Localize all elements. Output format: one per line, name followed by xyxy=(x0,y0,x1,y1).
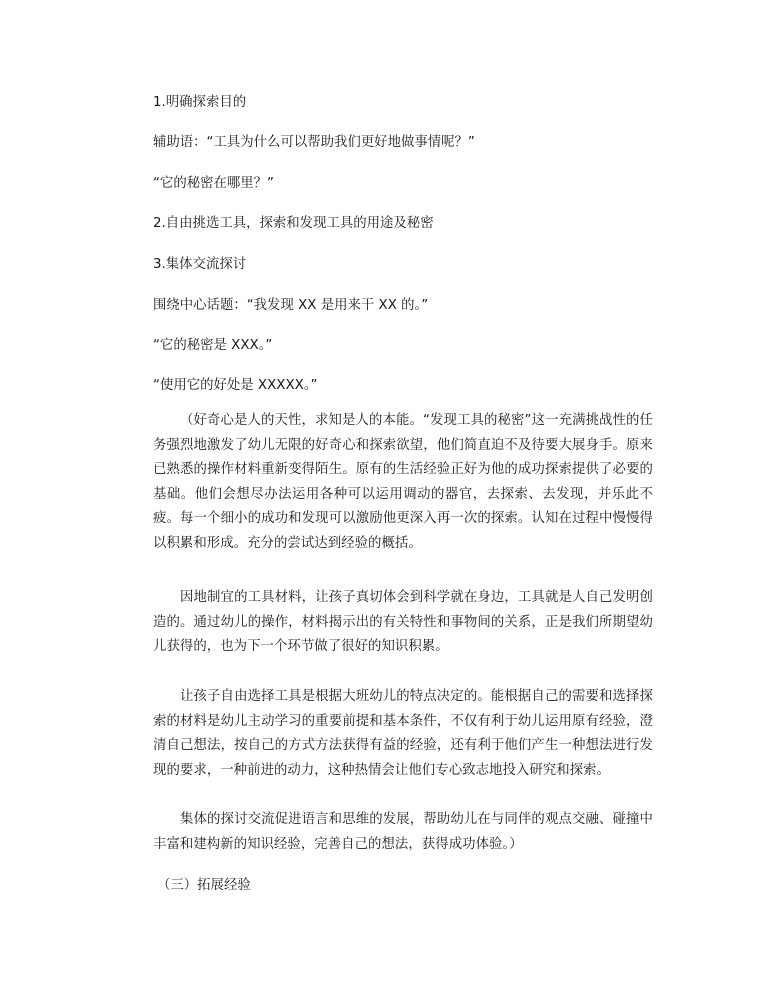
step-2-heading: 2.自由挑选工具，探索和发现工具的用途及秘密 xyxy=(153,216,434,231)
paragraph-curiosity: （好奇心是人的天性，求知是人的本能。“发现工具的秘密”这一充满挑战性的任务强烈地激发了幼儿无限的好奇心和探索欲望，他们简直迫不及待要大展身手。原来已熟悉的操作材料重新变得陌生。原有的生活经验正好为他的成功探索提供了必要的基础。他们会想尽办法运用各种可以运用调动的器官，去探索、去发现，并乐此不疲。每一个细小的成功和发现可以激励他更深入再一次的探索。认知在过程中慢慢得以积累和形成。充分的尝试达到经验的概括。 xyxy=(153,413,653,551)
paragraph-collective-discussion: 集体的探讨交流促进语言和思维的发展，帮助幼儿在与同伴的观点交融、碰撞中丰富和建构新的知识经验，完善自己的想法，获得成功体验。） xyxy=(153,812,653,852)
paragraph-free-choice: 让孩子自由选择工具是根据大班幼儿的特点决定的。能根据自己的需要和选择探索的材料是幼儿主动学习的重要前提和基本条件，不仅有利于幼儿运用原有经验，澄清自己想法，按自己的方式方法获得有益的经验，还有利于他们产生一种想法进行发现的要求，一种前进的动力，这种热情会让他们专心致志地投入研究和探索。 xyxy=(153,689,653,778)
step-1-heading: 1.明确探索目的 xyxy=(153,95,247,110)
benefit-line: “使用它的好处是 XXXXX。” xyxy=(153,378,318,393)
central-topic-line: 围绕中心话题：“我发现 XX 是用来干 XX 的。” xyxy=(153,298,429,313)
section-heading: （三）拓展经验 xyxy=(157,878,251,893)
secret-line: “它的秘密是 XXX。” xyxy=(153,338,273,353)
guiding-question-1: 辅助语：“工具为什么可以帮助我们更好地做事情呢？” xyxy=(153,135,475,150)
step-3-heading: 3.集体交流探讨 xyxy=(153,257,247,272)
paragraph-materials: 因地制宜的工具材料，让孩子真切体会到科学就在身边，工具就是人自己发明创造的。通过幼儿的操作，材料揭示出的有关特性和事物间的关系，正是我们所期望幼儿获得的，也为下一个环节做了很好的知识积累。 xyxy=(153,590,653,655)
guiding-question-2: “它的秘密在哪里？” xyxy=(153,176,274,191)
